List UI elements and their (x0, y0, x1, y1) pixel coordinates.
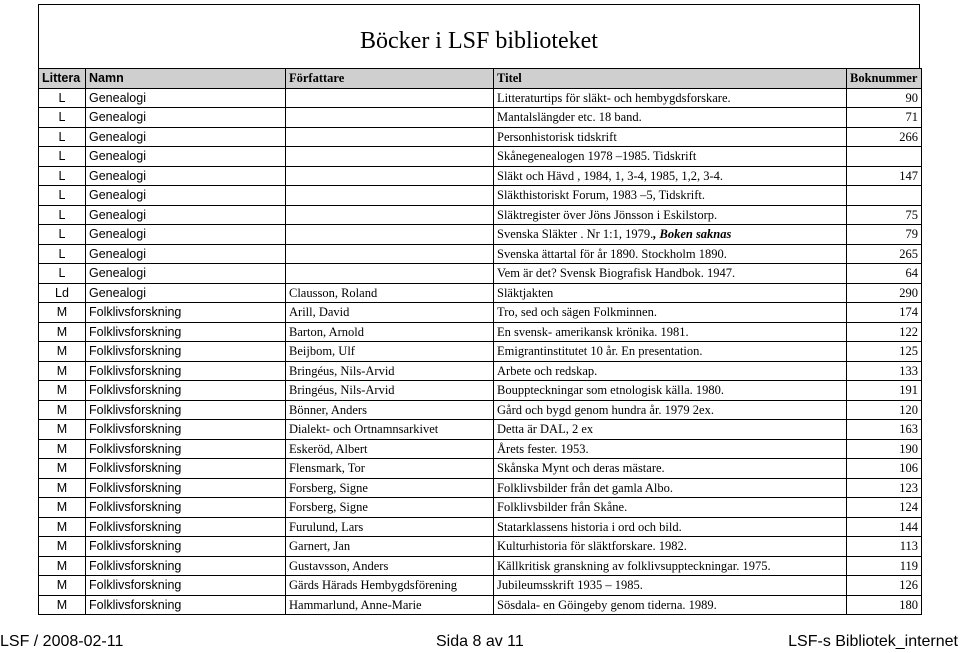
table-row (39, 283, 922, 303)
littera-cell: L (39, 127, 86, 147)
namn-cell: Genealogi (86, 127, 286, 147)
forfattare-cell: Eskeröd, Albert (286, 439, 494, 459)
title-box (38, 4, 920, 68)
namn-cell: Folklivsforskning (86, 459, 286, 479)
littera-cell: M (39, 420, 86, 440)
table-row (39, 205, 922, 225)
forfattare-cell: Clausson, Roland (286, 283, 494, 303)
boknummer-cell: 123 (847, 478, 922, 498)
boknummer-cell: 90 (847, 88, 922, 108)
titel-cell: Mantalslängder etc. 18 band. (494, 108, 847, 128)
titel-text: Svenska Släkter . Nr 1:1, 1979. (497, 227, 654, 242)
titel-cell: Vem är det? Svensk Biografisk Handbok. 1947. (494, 264, 847, 284)
boknummer-cell (847, 147, 922, 167)
column-header-titel: Titel (494, 69, 847, 89)
titel-cell: Detta är DAL, 2 ex (494, 420, 847, 440)
table-row (39, 537, 922, 557)
littera-cell: M (39, 595, 86, 615)
titel-cell: Släktregister över Jöns Jönsson i Eskilstorp. (494, 205, 847, 225)
namn-cell: Genealogi (86, 108, 286, 128)
littera-cell: M (39, 478, 86, 498)
footer-date: LSF / 2008-02-11 (0, 633, 124, 650)
forfattare-cell (286, 225, 494, 245)
table-row (39, 517, 922, 537)
littera-cell: L (39, 186, 86, 206)
littera-cell: L (39, 225, 86, 245)
littera-cell: M (39, 517, 86, 537)
littera-cell: M (39, 556, 86, 576)
boknummer-cell: 79 (847, 225, 922, 245)
titel-cell: Gård och bygd genom hundra år. 1979 2ex. (494, 400, 847, 420)
titel-cell: Sösdala- en Göingeby genom tiderna. 1989. (494, 595, 847, 615)
boknummer-cell: 163 (847, 420, 922, 440)
titel-cell: Statarklassens historia i ord och bild. (494, 517, 847, 537)
titel-cell: Personhistorisk tidskrift (494, 127, 847, 147)
table-row (39, 244, 922, 264)
namn-cell: Genealogi (86, 147, 286, 167)
namn-cell: Genealogi (86, 166, 286, 186)
littera-cell: M (39, 498, 86, 518)
table-row (39, 303, 922, 323)
titel-cell: Folklivsbilder från det gamla Albo. (494, 478, 847, 498)
table-row (39, 186, 922, 206)
table-row (39, 400, 922, 420)
table-row (39, 88, 922, 108)
namn-cell: Folklivsforskning (86, 381, 286, 401)
boknummer-cell: 265 (847, 244, 922, 264)
namn-cell: Genealogi (86, 244, 286, 264)
namn-cell: Folklivsforskning (86, 595, 286, 615)
boknummer-cell: 290 (847, 283, 922, 303)
forfattare-cell: Gustavsson, Anders (286, 556, 494, 576)
namn-cell: Genealogi (86, 88, 286, 108)
boknummer-cell: 64 (847, 264, 922, 284)
boknummer-cell: 133 (847, 361, 922, 381)
littera-cell: M (39, 361, 86, 381)
titel-cell: Svenska ättartal för år 1890. Stockholm 1890. (494, 244, 847, 264)
boknummer-cell: 122 (847, 322, 922, 342)
forfattare-cell (286, 205, 494, 225)
forfattare-cell: Dialekt- och Ortnamnsarkivet (286, 420, 494, 440)
titel-cell: Släkthistoriskt Forum, 1983 –5, Tidskrift. (494, 186, 847, 206)
forfattare-cell: Gärds Härads Hembygdsförening (286, 576, 494, 596)
namn-cell: Genealogi (86, 225, 286, 245)
littera-cell: M (39, 459, 86, 479)
boknummer-cell: 119 (847, 556, 922, 576)
littera-cell: M (39, 439, 86, 459)
table-row (39, 576, 922, 596)
forfattare-cell: Beijbom, Ulf (286, 342, 494, 362)
namn-cell: Folklivsforskning (86, 361, 286, 381)
namn-cell: Folklivsforskning (86, 498, 286, 518)
table-row (39, 147, 922, 167)
column-header-littera: Littera (39, 69, 86, 89)
titel-cell: Skånska Mynt och deras mästare. (494, 459, 847, 479)
table-row (39, 498, 922, 518)
boknummer-cell: 190 (847, 439, 922, 459)
forfattare-cell: Arill, David (286, 303, 494, 323)
littera-cell: L (39, 244, 86, 264)
page-title: Böcker i LSF biblioteket (360, 28, 598, 54)
table-row (39, 108, 922, 128)
boknummer-cell: 106 (847, 459, 922, 479)
table-row (39, 127, 922, 147)
titel-cell: Släkt och Hävd , 1984, 1, 3-4, 1985, 1,2, 3-4. (494, 166, 847, 186)
table-row (39, 420, 922, 440)
forfattare-cell (286, 166, 494, 186)
table-row (39, 264, 922, 284)
namn-cell: Genealogi (86, 283, 286, 303)
namn-cell: Folklivsforskning (86, 556, 286, 576)
boknummer-cell: 174 (847, 303, 922, 323)
table-row (39, 225, 922, 245)
column-header-namn: Namn (86, 69, 286, 89)
forfattare-cell: Furulund, Lars (286, 517, 494, 537)
forfattare-cell: Garnert, Jan (286, 537, 494, 557)
littera-cell: M (39, 381, 86, 401)
forfattare-cell (286, 88, 494, 108)
forfattare-cell: Bringéus, Nils-Arvid (286, 381, 494, 401)
boknummer-cell: 124 (847, 498, 922, 518)
titel-cell: Litteraturtips för släkt- och hembygdsforskare. (494, 88, 847, 108)
boknummer-cell: 120 (847, 400, 922, 420)
titel-cell: Skånegenealogen 1978 –1985. Tidskrift (494, 147, 847, 167)
namn-cell: Folklivsforskning (86, 322, 286, 342)
column-header-boknummer: Boknummer (847, 69, 922, 89)
forfattare-cell (286, 147, 494, 167)
forfattare-cell: Forsberg, Signe (286, 478, 494, 498)
titel-cell: Bouppteckningar som etnologisk källa. 1980. (494, 381, 847, 401)
table-header-row (39, 69, 922, 89)
forfattare-cell (286, 108, 494, 128)
boknummer-cell: 113 (847, 537, 922, 557)
littera-cell: L (39, 264, 86, 284)
boknummer-cell: 180 (847, 595, 922, 615)
titel-cell (494, 225, 847, 245)
littera-cell: M (39, 322, 86, 342)
forfattare-cell (286, 186, 494, 206)
boknummer-cell: 71 (847, 108, 922, 128)
littera-cell: M (39, 537, 86, 557)
namn-cell: Folklivsforskning (86, 420, 286, 440)
boknummer-cell: 266 (847, 127, 922, 147)
namn-cell: Folklivsforskning (86, 478, 286, 498)
footer-page-number: Sida 8 av 11 (436, 633, 524, 650)
titel-cell: Källkritisk granskning av folklivsuppteckningar. 1975. (494, 556, 847, 576)
littera-cell: L (39, 108, 86, 128)
namn-cell: Folklivsforskning (86, 537, 286, 557)
boknummer-cell: 144 (847, 517, 922, 537)
namn-cell: Folklivsforskning (86, 576, 286, 596)
namn-cell: Folklivsforskning (86, 439, 286, 459)
table-row (39, 556, 922, 576)
namn-cell: Genealogi (86, 264, 286, 284)
titel-cell: Arbete och redskap. (494, 361, 847, 381)
titel-cell: Släktjakten (494, 283, 847, 303)
forfattare-cell (286, 264, 494, 284)
namn-cell: Folklivsforskning (86, 342, 286, 362)
littera-cell: L (39, 166, 86, 186)
namn-cell: Genealogi (86, 205, 286, 225)
forfattare-cell: Forsberg, Signe (286, 498, 494, 518)
littera-cell: L (39, 88, 86, 108)
table-body (39, 88, 922, 615)
littera-cell: M (39, 400, 86, 420)
titel-cell: Folklivsbilder från Skåne. (494, 498, 847, 518)
titel-cell: Tro, sed och sägen Folkminnen. (494, 303, 847, 323)
table-row (39, 322, 922, 342)
titel-cell: Jubileumsskrift 1935 – 1985. (494, 576, 847, 596)
littera-cell: M (39, 303, 86, 323)
namn-cell: Folklivsforskning (86, 400, 286, 420)
forfattare-cell: Flensmark, Tor (286, 459, 494, 479)
boknummer-cell: 147 (847, 166, 922, 186)
forfattare-cell: Bönner, Anders (286, 400, 494, 420)
forfattare-cell (286, 244, 494, 264)
table-row (39, 459, 922, 479)
missing-book-note: , Boken saknas (653, 227, 732, 242)
titel-cell: Årets fester. 1953. (494, 439, 847, 459)
forfattare-cell: Barton, Arnold (286, 322, 494, 342)
namn-cell: Folklivsforskning (86, 517, 286, 537)
titel-cell: En svensk- amerikansk krönika. 1981. (494, 322, 847, 342)
table-row (39, 478, 922, 498)
forfattare-cell (286, 127, 494, 147)
forfattare-cell: Bringéus, Nils-Arvid (286, 361, 494, 381)
littera-cell: M (39, 576, 86, 596)
boknummer-cell (847, 186, 922, 206)
table-row (39, 166, 922, 186)
table-row (39, 381, 922, 401)
boknummer-cell: 125 (847, 342, 922, 362)
table-row (39, 342, 922, 362)
book-table (38, 68, 922, 615)
boknummer-cell: 126 (847, 576, 922, 596)
table-row (39, 595, 922, 615)
boknummer-cell: 75 (847, 205, 922, 225)
column-header-forfattare: Författare (286, 69, 494, 89)
littera-cell: M (39, 342, 86, 362)
littera-cell: L (39, 205, 86, 225)
table-row (39, 439, 922, 459)
table-row (39, 361, 922, 381)
littera-cell: Ld (39, 283, 86, 303)
titel-cell: Kulturhistoria för släktforskare. 1982. (494, 537, 847, 557)
forfattare-cell: Hammarlund, Anne-Marie (286, 595, 494, 615)
littera-cell: L (39, 147, 86, 167)
footer-document-name: LSF-s Bibliotek_internet (788, 633, 958, 650)
titel-cell: Emigrantinstitutet 10 år. En presentation. (494, 342, 847, 362)
boknummer-cell: 191 (847, 381, 922, 401)
namn-cell: Genealogi (86, 186, 286, 206)
namn-cell: Folklivsforskning (86, 303, 286, 323)
